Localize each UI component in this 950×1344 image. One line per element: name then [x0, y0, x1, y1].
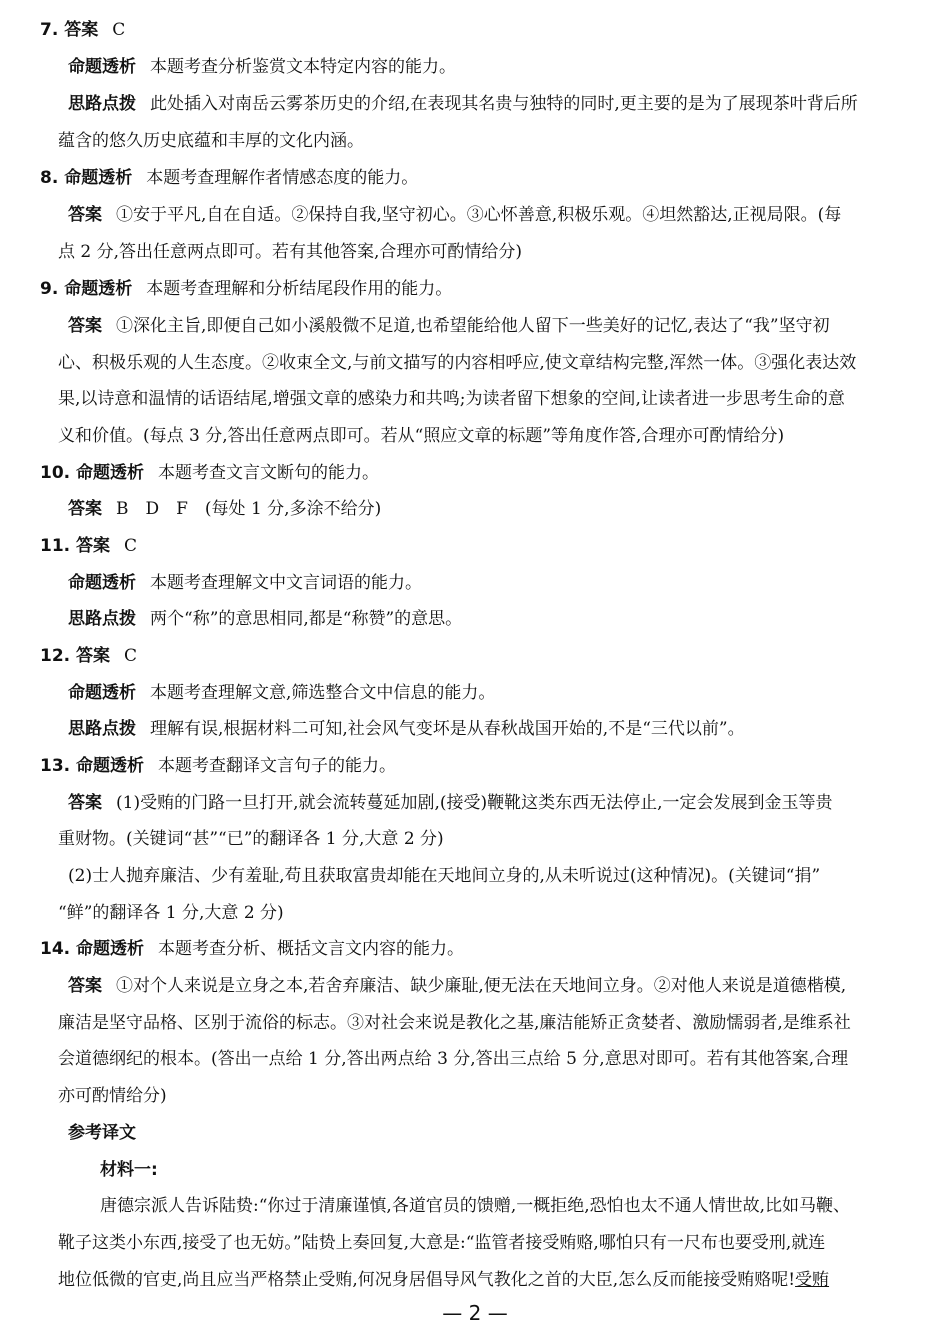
q12-intent-label: 命题透析 — [68, 683, 136, 703]
q14-answer-line4: 亦可酌情给分) — [58, 1086, 167, 1106]
q12-intent-text: 本题考查理解文意,筛选整合文中信息的能力。 — [150, 683, 496, 703]
q11-intent-label: 命题透析 — [68, 573, 136, 593]
q13-answer-text: (1)受贿的门路一旦打开,就会流转蔓延加剧,(接受)鞭靴这类东西无法停止,一定会发展到金玉等贵 — [116, 793, 833, 813]
q7-hint-label: 思路点拨 — [68, 94, 136, 114]
q13-answer-label: 答案 — [68, 793, 102, 813]
q11-header — [40, 531, 137, 561]
translation-para-line2: 靴子这类小东西,接受了也无妨。”陆贽上奏回复,大意是:“监管者接受贿赂,哪怕只有一尺布也要受刑,就连 — [58, 1233, 826, 1253]
translation-material-label: 材料一: — [100, 1160, 158, 1180]
q14-answer-label: 答案 — [68, 976, 102, 996]
q12-hint-text: 理解有误,根据材料二可知,社会风气变坏是从春秋战国开始的,不是“三代以前”。 — [150, 719, 745, 739]
q11-hint-text: 两个“称”的意思相同,都是“称赞”的意思。 — [150, 609, 463, 629]
q11-hint-label: 思路点拨 — [68, 609, 136, 629]
q7-intent-text: 本题考查分析鉴赏文本特定内容的能力。 — [150, 57, 456, 77]
q13-answer-line4: “鲜”的翻译各 1 分,大意 2 分) — [58, 903, 284, 923]
q14-answer-line2: 廉洁是坚守品格、区别于流俗的标志。③对社会来说是教化之基,廉洁能矫正贪婪者、激励懦弱者,是维系社 — [58, 1013, 851, 1033]
q13-answer — [68, 788, 833, 818]
q7-hint — [68, 89, 858, 119]
q13-answer-line3: (2)士人抛弃廉洁、少有羞耻,苟且获取富贵却能在天地间立身的,从未听说过(这种情况)。(关键词“捐” — [68, 866, 821, 886]
q8-intent-text: 本题考查理解作者情感态度的能力。 — [146, 168, 419, 188]
q10-number-label: 10. 命题透析 — [40, 463, 145, 483]
q9-answer-label: 答案 — [68, 316, 102, 336]
q14-answer — [68, 971, 846, 1001]
q11-number-label: 11. 答案 — [40, 536, 111, 556]
q8-answer-line2: 点 2 分,答出任意两点即可。若有其他答案,合理亦可酌情给分) — [58, 242, 523, 262]
translation-para-line1: 唐德宗派人告诉陆贽:“你过于清廉谨慎,各道官员的馈赠,一概拒绝,恐怕也太不通人情世故,比如马鞭、 — [100, 1196, 851, 1216]
q9-header — [40, 274, 452, 304]
q9-number-label: 9. 命题透析 — [40, 279, 133, 299]
q7-header — [40, 15, 125, 45]
q13-number-label: 13. 命题透析 — [40, 756, 145, 776]
q8-answer-label: 答案 — [68, 205, 102, 225]
q13-answer-line2: 重财物。(关键词“甚”“已”的翻译各 1 分,大意 2 分) — [58, 829, 444, 849]
q12-hint-label: 思路点拨 — [68, 719, 136, 739]
q13-header — [40, 751, 396, 781]
q8-answer — [68, 200, 841, 230]
q10-answer-text: B D F (每处 1 分,多涂不给分) — [116, 499, 382, 519]
q7-answer: C — [112, 20, 126, 40]
q12-header — [40, 641, 137, 671]
translation-para-line3-text: 地位低微的官吏,尚且应当严格禁止受贿,何况身居倡导风气教化之首的大臣,怎么反而能接受贿赂呢! — [58, 1270, 796, 1290]
page-number: — 2 — — [442, 1301, 508, 1325]
translation-para-line3 — [58, 1265, 829, 1295]
q7-intent-label: 命题透析 — [68, 57, 136, 77]
q14-answer-text: ①对个人来说是立身之本,若舍弃廉洁、缺少廉耻,便无法在天地间立身。②对他人来说是道德楷模, — [116, 976, 847, 996]
q10-answer-label: 答案 — [68, 499, 102, 519]
q9-intent-text: 本题考查理解和分析结尾段作用的能力。 — [146, 279, 453, 299]
q14-number-label: 14. 命题透析 — [40, 939, 145, 959]
q12-answer: C — [124, 646, 138, 666]
q11-hint — [68, 604, 462, 634]
q11-intent-text: 本题考查理解文中文言词语的能力。 — [150, 573, 422, 593]
q11-intent — [68, 568, 422, 598]
q7-intent — [68, 52, 456, 82]
q11-answer: C — [124, 536, 138, 556]
q10-answer — [68, 494, 381, 524]
translation-para-line3-tail: 受贿 — [795, 1270, 830, 1290]
q8-header — [40, 163, 418, 193]
q7-hint-text: 此处插入对南岳云雾茶历史的介绍,在表现其名贵与独特的同时,更主要的是为了展现茶叶背后所 — [150, 94, 858, 114]
q14-header — [40, 934, 464, 964]
q9-answer-line2: 心、积极乐观的人生态度。②收束全文,与前文描写的内容相呼应,使文章结构完整,浑然一体。③强化表达效 — [58, 353, 857, 373]
q14-intent-text: 本题考查分析、概括文言文内容的能力。 — [158, 939, 465, 959]
q10-header — [40, 458, 379, 488]
q8-answer-text: ①安于平凡,自在自适。②保持自我,坚守初心。③心怀善意,积极乐观。④坦然豁达,正视局限。(每 — [116, 205, 842, 225]
q10-intent-text: 本题考查文言文断句的能力。 — [158, 463, 380, 483]
q9-answer-text: ①深化主旨,即便自己如小溪般微不足道,也希望能给他人留下一些美好的记忆,表达了“我”坚守初 — [116, 316, 830, 336]
q9-answer-line4: 义和价值。(每点 3 分,答出任意两点即可。若从“照应文章的标题”等角度作答,合理亦可酌情给分) — [58, 426, 785, 446]
q12-hint — [68, 714, 745, 744]
q7-hint-line2: 蕴含的悠久历史底蕴和丰厚的文化内涵。 — [58, 131, 364, 151]
q8-number-label: 8. 命题透析 — [40, 168, 133, 188]
q9-answer-line3: 果,以诗意和温情的话语结尾,增强文章的感染力和共鸣;为读者留下想象的空间,让读者进一步思考生命的意 — [58, 389, 845, 409]
q12-number-label: 12. 答案 — [40, 646, 111, 666]
q9-answer — [68, 311, 830, 341]
q7-number-label: 7. 答案 — [40, 20, 99, 40]
translation-heading: 参考译文 — [68, 1123, 136, 1143]
q12-intent — [68, 678, 495, 708]
q13-intent-text: 本题考查翻译文言句子的能力。 — [158, 756, 397, 776]
q14-answer-line3: 会道德纲纪的根本。(答出一点给 1 分,答出两点给 3 分,答出三点给 5 分,意思对即可。若有其他答案,合理 — [58, 1049, 849, 1069]
